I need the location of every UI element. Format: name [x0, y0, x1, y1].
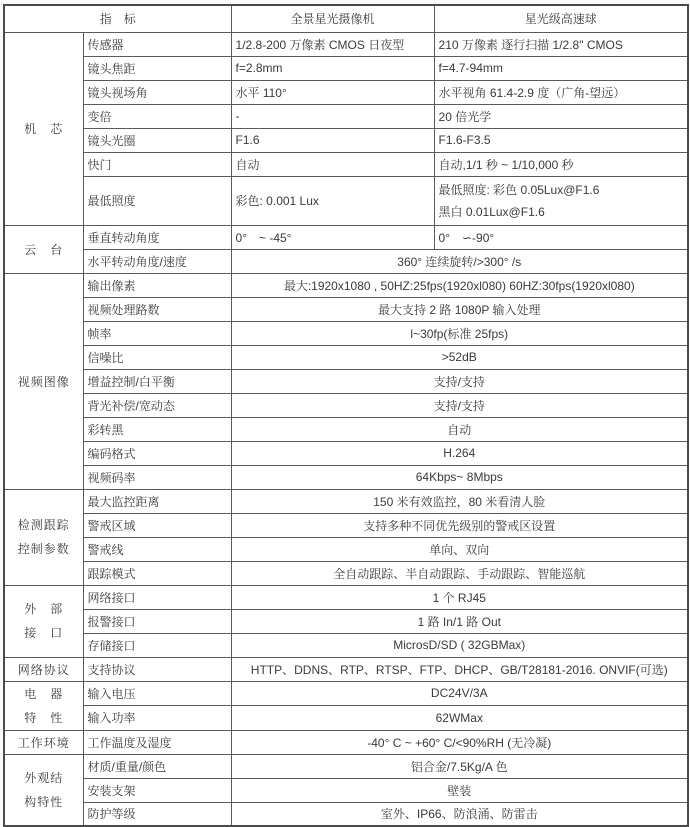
group-label [4, 32, 83, 225]
spec-row [4, 417, 688, 441]
spec-value-span: HTTP、DDNS、RTP、RTSP、FTP、DHCP、GB/T28181-2016. ONVIF(可选) [231, 657, 688, 681]
spec-row [4, 465, 688, 489]
spec-label: 跟踪模式 [83, 561, 231, 585]
spec-value-span: 360° 连续旋转/>300° /s [231, 249, 688, 273]
group-label [4, 754, 83, 826]
spec-row [4, 273, 688, 297]
spec-label: 水平转动角度/速度 [83, 249, 231, 273]
spec-row [4, 393, 688, 417]
spec-row [4, 321, 688, 345]
spec-label: 编码格式 [83, 441, 231, 465]
spec-row [4, 80, 688, 104]
spec-row [4, 152, 688, 176]
spec-label: 输入电压 [83, 681, 231, 706]
spec-row [4, 176, 688, 225]
spec-value-span: H.264 [231, 441, 688, 465]
spec-table-body [4, 32, 688, 826]
spec-value-span: 室外、IP66、防浪涌、防雷击 [231, 802, 688, 826]
spec-row [4, 128, 688, 152]
spec-row [4, 513, 688, 537]
group-label-line: 电 器 [24, 686, 64, 701]
spec-label: 输出像素 [83, 273, 231, 297]
spec-value-span: >52dB [231, 345, 688, 369]
spec-value-product2: 20 倍光学 [434, 104, 688, 128]
header-indicator: 指 标 [4, 5, 231, 32]
spec-value-span: 支持多种不同优先级别的警戒区设置 [231, 513, 688, 537]
group-label [4, 681, 83, 730]
spec-row [4, 297, 688, 321]
spec-label: 变倍 [83, 104, 231, 128]
spec-row [4, 778, 688, 802]
group-label-line: 控制参数 [17, 542, 70, 556]
spec-value-span: 自动 [231, 417, 688, 441]
spec-label: 传感器 [83, 32, 231, 56]
spec-label: 安装支架 [83, 778, 231, 802]
group-label-line: 机 芯 [24, 122, 64, 136]
spec-label: 支持协议 [83, 657, 231, 681]
spec-value-span: 铝合金/7.5Kg/A 色 [231, 754, 688, 778]
spec-label: 视频码率 [83, 465, 231, 489]
spec-value-span: 单向、双向 [231, 537, 688, 561]
spec-table [3, 4, 689, 827]
spec-value-product2: 0° ∽-90° [434, 225, 688, 249]
spec-value-span: 壁装 [231, 778, 688, 802]
group-label [4, 489, 83, 585]
spec-row [4, 225, 688, 249]
spec-row [4, 585, 688, 609]
spec-value-span: 1 路 In/1 路 Out [231, 609, 688, 633]
spec-value-product1: F1.6 [231, 128, 434, 152]
spec-label: 警戒线 [83, 537, 231, 561]
spec-row [4, 730, 688, 754]
group-label [4, 273, 83, 489]
spec-value-span: l~30fp(标准 25fps) [231, 321, 688, 345]
spec-label: 存储接口 [83, 633, 231, 657]
spec-value-span: 1 个 RJ45 [231, 585, 688, 609]
spec-row [4, 633, 688, 657]
spec-value-span: 150 米有效监控，80 米看清人脸 [231, 489, 688, 513]
header-product2: 星光级高速球 [434, 5, 688, 32]
spec-row [4, 345, 688, 369]
spec-value-product2: 水平视角 61.4-2.9 度（广角-望远） [434, 80, 688, 104]
spec-row [4, 802, 688, 826]
spec-value-line: 最低照度: 彩色 0.05Lux@F1.6 [438, 182, 600, 197]
group-label-line: 检测跟踪 [17, 518, 70, 532]
spec-label: 网络接口 [83, 585, 231, 609]
spec-row [4, 754, 688, 778]
spec-label: 报警接口 [83, 609, 231, 633]
spec-value-span: -40° C ~ +60° C/<90%RH (无冷凝) [231, 730, 688, 754]
header-row [4, 5, 688, 32]
group-label-line: 接 口 [24, 626, 64, 640]
spec-value-span: 最大支持 2 路 1080P 输入处理 [231, 297, 688, 321]
group-label [4, 657, 83, 681]
spec-value-span: 全自动跟踪、半自动跟踪、手动跟踪、智能巡航 [231, 561, 688, 585]
group-label-line: 构特性 [24, 794, 64, 809]
spec-row [4, 537, 688, 561]
spec-value-span: MicrosD/SD ( 32GBMax) [231, 633, 688, 657]
spec-label: 最大监控距离 [83, 489, 231, 513]
group-label-line: 外观结 [24, 770, 64, 785]
spec-value-product1: f=2.8mm [231, 56, 434, 80]
spec-label: 增益控制/白平衡 [83, 369, 231, 393]
spec-label: 材质/重量/颜色 [83, 754, 231, 778]
spec-value-product1: 自动 [231, 152, 434, 176]
spec-label: 背光补偿/宽动态 [83, 393, 231, 417]
group-label-line: 网络协议 [17, 662, 70, 677]
spec-value-product2: f=4.7-94mm [434, 56, 688, 80]
spec-label: 镜头焦距 [83, 56, 231, 80]
spec-label: 最低照度 [83, 176, 231, 225]
spec-value-product1: - [231, 104, 434, 128]
spec-label: 镜头光圈 [83, 128, 231, 152]
spec-label: 快门 [83, 152, 231, 176]
spec-value-product1: 水平 110° [231, 80, 434, 104]
spec-value-product1: 1/2.8-200 万像素 CMOS 日夜型 [231, 32, 434, 56]
spec-value-line: 黑白 0.01Lux@F1.6 [438, 204, 545, 219]
spec-label: 帧率 [83, 321, 231, 345]
spec-value-span: 62WMax [231, 706, 688, 731]
spec-row [4, 249, 688, 273]
spec-row [4, 681, 688, 706]
spec-value-span: 支持/支持 [231, 393, 688, 417]
spec-row [4, 104, 688, 128]
spec-row [4, 489, 688, 513]
spec-label: 视频处理路数 [83, 297, 231, 321]
spec-value-span: 支持/支持 [231, 369, 688, 393]
group-label-line: 外 部 [24, 602, 64, 616]
spec-row [4, 32, 688, 56]
spec-value-product2: 210 万像素 逐行扫描 1/2.8" CMOS [434, 32, 688, 56]
spec-value-product2: 自动,1/1 秒 ~ 1/10,000 秒 [434, 152, 688, 176]
spec-value-product1: 0° ~ -45° [231, 225, 434, 249]
spec-label: 工作温度及湿度 [83, 730, 231, 754]
spec-value-span: DC24V/3A [231, 681, 688, 706]
group-label [4, 730, 83, 754]
spec-label: 信噪比 [83, 345, 231, 369]
group-label [4, 585, 83, 657]
spec-label: 输入功率 [83, 706, 231, 731]
spec-value-span: 最大:1920x1080 , 50HZ:25fps(1920xl080) 60HZ:30fps(1920xl080) [231, 273, 688, 297]
spec-row [4, 657, 688, 681]
spec-label: 彩转黑 [83, 417, 231, 441]
spec-row [4, 706, 688, 731]
spec-row [4, 609, 688, 633]
header-product1: 全景星光摄像机 [231, 5, 434, 32]
spec-label: 镜头视场角 [83, 80, 231, 104]
group-label-line: 视频图像 [17, 374, 70, 389]
spec-label: 警戒区域 [83, 513, 231, 537]
group-label-line: 工作环境 [17, 735, 70, 750]
spec-value-span: 64Kbps~ 8Mbps [231, 465, 688, 489]
spec-row [4, 561, 688, 585]
spec-label: 防护等级 [83, 802, 231, 826]
spec-row [4, 56, 688, 80]
group-label-line: 特 性 [24, 710, 64, 725]
spec-value-product1: 彩色: 0.001 Lux [231, 176, 434, 225]
spec-row [4, 441, 688, 465]
spec-row [4, 369, 688, 393]
group-label [4, 225, 83, 273]
spec-value-product2: F1.6-F3.5 [434, 128, 688, 152]
spec-label: 垂直转动角度 [83, 225, 231, 249]
spec-value-product2 [434, 176, 688, 225]
group-label-line: 云 台 [24, 242, 64, 257]
